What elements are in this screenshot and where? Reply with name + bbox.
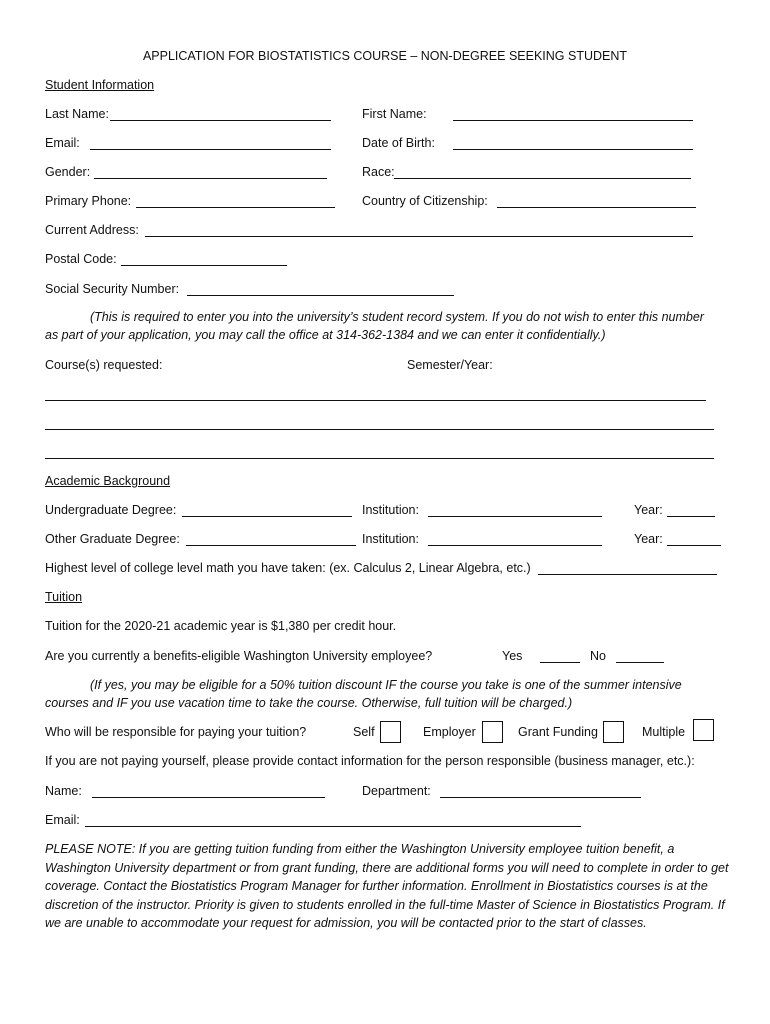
other-grad-institution-field[interactable]	[428, 545, 602, 546]
payer-self-label: Self	[353, 725, 375, 739]
other-grad-institution-label: Institution:	[362, 532, 419, 546]
employee-question: Are you currently a benefits-eligible Washington University employee?	[45, 649, 433, 663]
tuition-heading: Tuition	[45, 590, 83, 604]
student-info-heading: Student Information	[45, 78, 155, 92]
discount-note-line-2: courses and IF you use vacation time to take the course. Otherwise, full tuition will be charged.)	[45, 696, 573, 710]
contact-email-field[interactable]	[85, 826, 581, 827]
other-grad-field[interactable]	[186, 545, 356, 546]
payer-employer-checkbox[interactable]	[482, 721, 503, 743]
undergrad-year-field[interactable]	[667, 516, 715, 517]
race-field[interactable]	[394, 178, 691, 179]
undergrad-institution-label: Institution:	[362, 503, 419, 517]
race-label: Race:	[362, 165, 395, 179]
last-name-label: Last Name:	[45, 107, 109, 121]
contact-name-field[interactable]	[92, 797, 325, 798]
tuition-rate: Tuition for the 2020-21 academic year is $1,380 per credit hour.	[45, 619, 397, 633]
employee-no-label: No	[590, 649, 606, 663]
email-label: Email:	[45, 136, 80, 150]
academic-heading: Academic Background	[45, 474, 171, 488]
gender-field[interactable]	[94, 178, 327, 179]
ssn-label: Social Security Number:	[45, 282, 180, 296]
gender-label: Gender:	[45, 165, 91, 179]
discount-note-line-1: (If yes, you may be eligible for a 50% tuition discount IF the course you take is one of the summer intensive	[90, 678, 682, 692]
last-name-field[interactable]	[110, 120, 331, 121]
contact-department-label: Department:	[362, 784, 431, 798]
contact-email-label: Email:	[45, 813, 80, 827]
ssn-note-line-2: as part of your application, you may call the office at 314-362-1384 and we can enter it confidentially.)	[45, 328, 606, 342]
math-field[interactable]	[538, 574, 717, 575]
citizenship-label: Country of Citizenship:	[362, 194, 488, 208]
phone-label: Primary Phone:	[45, 194, 132, 208]
phone-field[interactable]	[136, 207, 335, 208]
employee-yes-field[interactable]	[540, 662, 580, 663]
dob-label: Date of Birth:	[362, 136, 435, 150]
email-field[interactable]	[90, 149, 331, 150]
first-name-label: First Name:	[362, 107, 427, 121]
contact-department-field[interactable]	[440, 797, 641, 798]
payer-question: Who will be responsible for paying your tuition?	[45, 725, 307, 739]
semester-label: Semester/Year:	[407, 358, 493, 372]
postal-code-label: Postal Code:	[45, 252, 117, 266]
other-grad-year-label: Year:	[634, 532, 663, 546]
course-line-2[interactable]	[45, 429, 714, 430]
ssn-field[interactable]	[187, 295, 454, 296]
payer-multiple-checkbox[interactable]	[693, 719, 714, 741]
payer-self-checkbox[interactable]	[380, 721, 401, 743]
undergrad-year-label: Year:	[634, 503, 663, 517]
contact-name-label: Name:	[45, 784, 82, 798]
course-line-1[interactable]	[45, 400, 706, 401]
employee-yes-label: Yes	[502, 649, 523, 663]
payer-grant-checkbox[interactable]	[603, 721, 624, 743]
course-line-3[interactable]	[45, 458, 714, 459]
please-note-paragraph: PLEASE NOTE: If you are getting tuition funding from either the Washington University employee tuition benefit, a Washington University department or from grant funding, there are additional forms you will need to complete in order to get coverage. Contact the Biostatistics Program Manager for further information. Enrollment in Biostatistics courses is at the discretion of the instructor. Priority is given to students enrolled in the full-time Master of Science in Biostatistics Program. If we are unable to accommodate your request for admission, you will be contacted prior to the start of classes.	[45, 842, 729, 930]
payer-multiple-label: Multiple	[642, 725, 686, 739]
postal-code-field[interactable]	[121, 265, 287, 266]
citizenship-field[interactable]	[497, 207, 696, 208]
other-grad-label: Other Graduate Degree:	[45, 532, 180, 546]
courses-label: Course(s) requested:	[45, 358, 163, 372]
payer-employer-label: Employer	[423, 725, 476, 739]
undergrad-institution-field[interactable]	[428, 516, 602, 517]
undergrad-label: Undergraduate Degree:	[45, 503, 177, 517]
payer-grant-label: Grant Funding	[518, 725, 598, 739]
undergrad-field[interactable]	[182, 516, 352, 517]
other-grad-year-field[interactable]	[667, 545, 721, 546]
math-label: Highest level of college level math you have taken: (ex. Calculus 2, Linear Algebra, etc.)	[45, 561, 531, 575]
first-name-field[interactable]	[453, 120, 693, 121]
ssn-note-line-1: (This is required to enter you into the university’s student record system. If you do not wish to enter this number	[90, 310, 704, 324]
address-field[interactable]	[145, 236, 693, 237]
dob-field[interactable]	[453, 149, 693, 150]
address-label: Current Address:	[45, 223, 139, 237]
employee-no-field[interactable]	[616, 662, 664, 663]
form-title: APPLICATION FOR BIOSTATISTICS COURSE – NON-DEGREE SEEKING STUDENT	[142, 49, 628, 63]
contact-question: If you are not paying yourself, please provide contact information for the person responsible (business manager, etc.):	[45, 754, 695, 768]
